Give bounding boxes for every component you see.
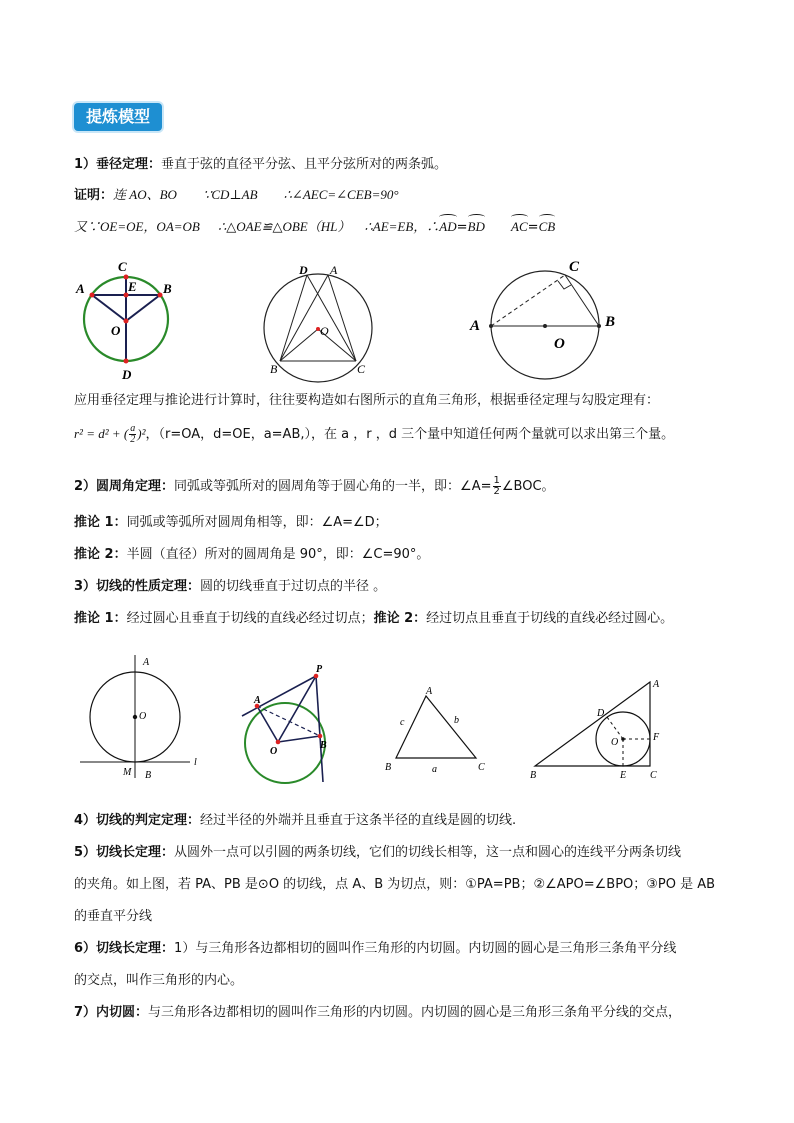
f4-label-e: E [620,770,627,781]
s7-title: 7）内切圆： [74,1005,149,1020]
c1-label-e: E [128,279,137,294]
f4-label-b: B [530,770,537,781]
f4-label-c: C [650,770,657,781]
formula-tail: ，（r=OA，d=OE，a=AB,），在 a ，r ，d 三个量中知道任何两个量就可以求出第三个量。 [145,427,675,442]
f4-label-o: O [611,737,619,748]
s5-text3: 的垂直平分线 [74,909,153,924]
f3-label-side-b: b [454,715,459,726]
f1-label-l: l [194,757,197,768]
s1-title: 1）垂径定理： [74,157,162,172]
s5-text1: 从圆外一点可以引圆的两条切线，它们的切线长相等，这一点和圆心的连线平分两条切线 [174,845,682,860]
fig1-inscribed-angle-diagram [264,263,372,382]
formula-num: a [130,423,136,434]
figure-row-1 [70,255,720,385]
arc-ad: AD [439,219,457,234]
s4-line [74,812,516,830]
f1-label-b: B [145,770,152,781]
s2-c1-text: 同弧或等弧所对圆周角相等，即：∠A=∠D； [126,515,388,530]
fig2-incircle-diagram [530,679,660,781]
fig2-tangent-length-diagram [242,664,327,783]
s2-den: 2 [493,486,500,497]
fig1-semicircle-diagram [469,259,615,379]
proof-label: 证明： [74,188,114,203]
arc-bd: BD [467,219,485,234]
f1-label-a: A [143,657,150,668]
s2-c1-line [74,514,388,532]
fig1-chord-diagram [75,259,172,382]
c1-label-o: O [111,323,121,338]
fig2-tangent-diagram [80,655,197,781]
line3-a: 又∵OE=OE，OA=OB [74,219,200,234]
c1-label-a: A [76,281,85,296]
s5-text2: 的夹角。如上图，若 PA、PB 是⊙O 的切线，点 A、B 为切点，则：①PA=PB；②∠APO=∠BPO；③PO 是 AB [74,877,716,892]
c2-label-c: C [357,362,366,376]
s6-line1 [74,940,676,958]
line3-c: ∴AE=EB，∴ [364,219,440,234]
s6-text2: 的交点，叫作三角形的内心。 [74,973,244,988]
arc-ac: AC [511,219,528,234]
f2-label-b: B [320,740,327,751]
s3-title: 3）切线的性质定理： [74,579,201,594]
s3-corollary-line [74,610,673,628]
c1-label-b: B [163,281,172,296]
proof-a: 连 AO、BO [113,187,177,202]
s7-line1 [74,1004,681,1022]
s4-text: 经过半径的外端并且垂直于这条半径的直线是圆的切线. [200,813,517,828]
f2-label-a: A [254,695,261,706]
f4-label-f: F [653,732,660,743]
f3-label-b: B [385,762,392,773]
s6-title: 6）切线长定理： [74,941,175,956]
s3-c2-text: 经过切点且垂直于切线的直线必经过圆心。 [426,611,674,626]
s1-title-line [74,156,447,174]
c2-label-o: O [320,324,329,338]
line3-b: ∴△OAE≌△OBE（HL） [218,219,351,234]
c3-label-c: C [569,259,580,275]
s3-title-line [74,578,386,596]
c3-label-o: O [554,336,565,352]
s2-tail: ∠BOC。 [501,479,555,494]
eq-1: = [456,220,468,235]
s3-c1-text: 经过圆心且垂直于切线的直线必经过切点； [126,611,374,626]
s1-apply: 应用垂径定理与推论进行计算时，往往要构造如右图所示的直角三角形，根据垂径定理与勾股定理有： [74,393,660,408]
s3-text: 圆的切线垂直于过切点的半径 。 [200,579,387,594]
s1-line3 [74,218,555,237]
fig2-triangle-diagram [385,686,485,775]
c3-label-a: A [470,318,481,334]
f1-label-o: O [139,711,147,722]
proof-c: ∴∠AEC=∠CEB=90° [283,187,399,202]
f3-label-side-a: a [432,764,437,775]
s2-title-line [74,476,555,497]
formula-lhs: r² = d² + ( [74,426,129,441]
s7-text1: 与三角形各边都相切的圆叫作三角形的内切圆。内切圆的圆心是三角形三条角平分线的交点， [148,1005,682,1020]
f3-label-side-c: c [400,717,405,728]
s1-formula-line [74,424,674,445]
c1-label-d: D [122,367,132,382]
c2-label-b: B [270,362,278,376]
s2-frac [493,476,501,497]
s3-c1-label: 推论 1： [74,611,127,626]
f2-label-p: P [316,664,323,675]
s1-proof-line [74,186,399,205]
arc-cb: CB [538,219,556,234]
section-badge: 提炼模型 [74,103,162,131]
f4-label-a: A [653,679,660,690]
s6-text1: 1）与三角形各边都相切的圆叫作三角形的内切圆。内切圆的圆心是三角形三条角平分线 [174,941,677,956]
formula-den: 2 [130,434,136,445]
s2-c2-line [74,546,429,564]
f1-label-m: M [123,767,132,778]
c3-label-b: B [605,314,616,330]
s2-c2-label: 推论 2： [74,547,127,562]
c2-label-a: A [330,263,338,277]
s2-c2-text: 半圆（直径）所对的圆周角是 90°，即：∠C=90°。 [126,547,430,562]
s1-text: 垂直于弦的直径平分弦、且平分弦所对的两条弧。 [161,157,448,172]
proof-b: ∵CD⊥AB [203,187,258,202]
f3-label-a: A [426,686,433,697]
s2-c1-label: 推论 1： [74,515,127,530]
s3-c2-label: 推论 2： [373,611,427,626]
s5-line1 [74,844,681,862]
s2-num: 1 [493,475,500,486]
s5-title: 5）切线长定理： [74,845,175,860]
figure-row-2 [70,650,720,790]
s2-title: 2）圆周角定理： [74,479,175,494]
eq-2: = [527,220,539,235]
f4-label-d: D [597,708,605,719]
formula-frac [129,424,136,445]
s4-title: 4）切线的判定定理： [74,813,201,828]
f2-label-o: O [270,746,278,757]
c1-label-c: C [118,259,127,274]
f3-label-c: C [478,762,485,773]
s2-text: 同弧或等弧所对的圆周角等于圆心角的一半，即：∠A= [174,479,492,494]
c2-label-d: D [299,263,308,277]
formula-rhs: )² [137,426,146,441]
